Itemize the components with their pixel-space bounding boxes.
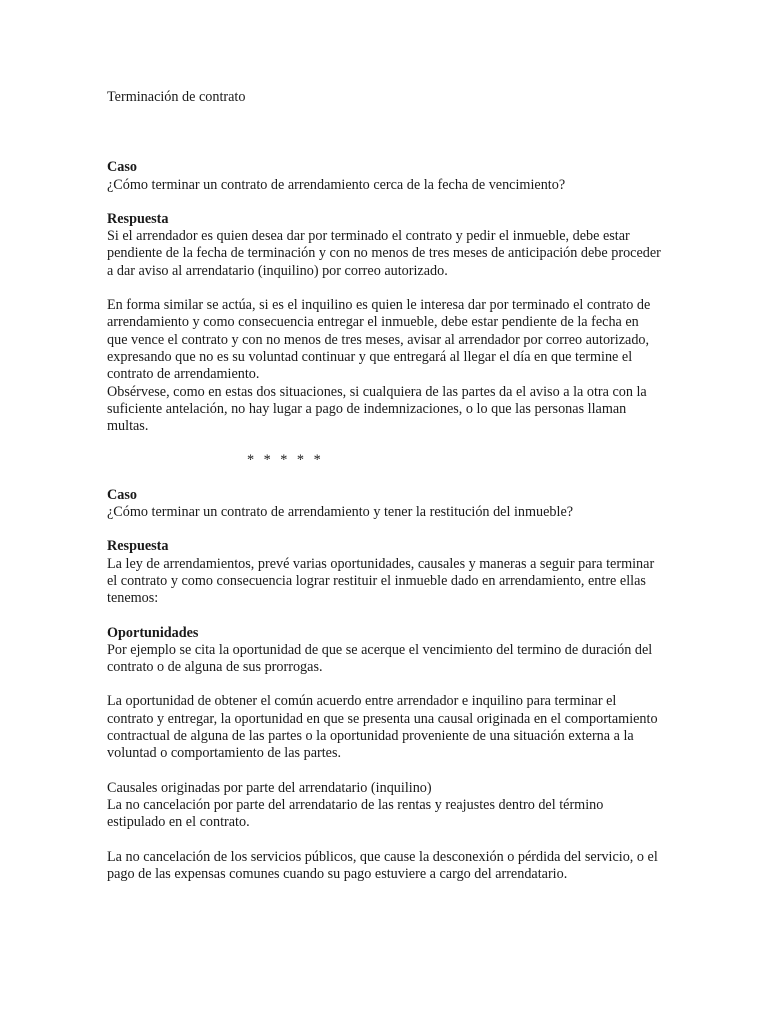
case-1-answer-paragraph-2: En forma similar se actúa, si es el inquilino es quien le interesa dar por terminado el contrato de arrendamiento y como consecuencia entregar el inmueble, debe estar pendiente de la fecha en que vence el contrato y con no menos de tres meses, avisar al arrendador por correo autorizado, expresando que no es su voluntad continuar y que entregará al llegar el día en que termine el contrato de arrendamiento. (107, 297, 651, 383)
case-1-question: ¿Cómo terminar un contrato de arrendamiento cerca de la fecha de vencimiento? (107, 176, 566, 193)
case-2-label: Caso (107, 486, 137, 503)
case-2-section (107, 487, 662, 883)
causales-paragraph-2: La no cancelación de los servicios públicos, que cause la desconexión o pérdida del servicio, o el pago de las expensas comunes cuando su pago estuviere a cargo del arrendatario. (107, 848, 658, 882)
case-1-answer-paragraph-1: Si el arrendador es quien desea dar por terminado el contrato y pedir el inmueble, debe estar pendiente de la fecha de terminación y con no menos de tres meses de anticipación debe proceder a dar aviso al arrendatario (inquilino) por correo autorizado. (107, 228, 661, 279)
case-1-answer-label: Respuesta (107, 210, 169, 227)
case-2-answer-paragraph: La ley de arrendamientos, prevé varias oportunidades, causales y maneras a seguir para terminar el contrato y como consecuencia lograr restituir el inmueble dado en arrendamiento, entre ellas tenemos: (107, 555, 655, 607)
opportunities-paragraph-2: La oportunidad de obtener el común acuerdo entre arrendador e inquilino para terminar el contrato y entregar, la oportunidad en que se presenta una causal originada en el comportamiento contractual de alguna de las partes o la oportunidad proveniente de una situación externa a la voluntad o comportamiento de las partes. (107, 693, 658, 762)
case-1-answer-paragraph-3: Obsérvese, como en estas dos situaciones, si cualquiera de las partes da el aviso a la otra con la suficiente antelación, no hay lugar a pago de indemnizaciones, o lo que las personas llaman multas. (107, 383, 647, 435)
opportunities-heading: Oportunidades (107, 624, 199, 641)
document-body (107, 89, 662, 883)
opportunities-paragraph-1: Por ejemplo se cita la oportunidad de que se acerque el vencimiento del termino de duración del contrato o de alguna de sus prorrogas. (107, 641, 653, 676)
case-1-label: Caso (107, 159, 137, 176)
causales-paragraph-1: La no cancelación por parte del arrendatario de las rentas y reajustes dentro del término estipulado en el contrato. (107, 796, 604, 831)
section-separator: * * * * * (247, 452, 324, 469)
case-2-answer-label: Respuesta (107, 538, 169, 555)
case-1-section (107, 159, 662, 435)
case-2-question: ¿Cómo terminar un contrato de arrendamiento y tener la restitución del inmueble? (107, 504, 574, 521)
causales-heading: Causales originadas por parte del arrendatario (inquilino) (107, 779, 432, 796)
document-title: Terminación de contrato (107, 89, 246, 105)
